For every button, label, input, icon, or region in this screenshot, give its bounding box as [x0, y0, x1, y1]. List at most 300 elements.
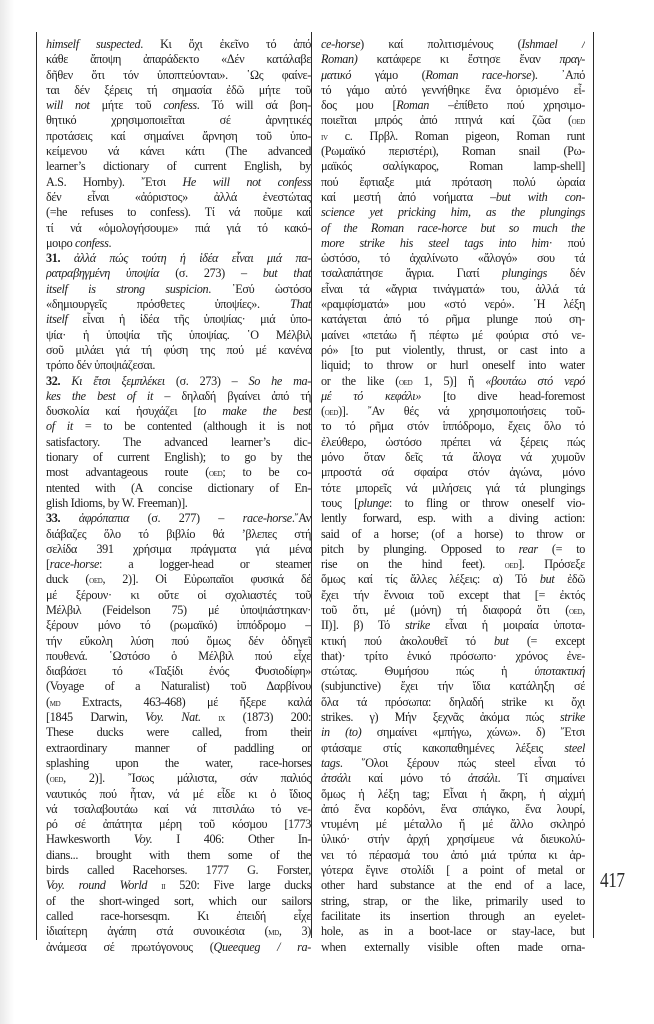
text-run: «βουτάω στό νερό [485, 373, 585, 388]
text-run: ποιεῖται μπρός ἀπό πτηνά καί ζῶα ( [321, 113, 572, 128]
text-run: Extracts, 463-468) μέ ἤξερε καλά [60, 694, 311, 709]
text-run: (Voyage of a Naturalist) τοῦ Δαρβίνου [46, 679, 311, 694]
text-run: plungings [502, 266, 547, 281]
text-run: plunge [357, 495, 389, 510]
text-line [321, 603, 585, 618]
text-line [321, 450, 585, 465]
text-run: πουθενά. ῾Ωστόσο ὁ Μέλβιλ πού εἶχε [46, 648, 311, 663]
text-run: ( [46, 771, 50, 786]
text-line [46, 465, 311, 480]
text-run: of the Roman race-horce but so much the [321, 220, 585, 235]
text-line [46, 221, 311, 236]
text-line [321, 909, 585, 924]
text-line [46, 787, 311, 802]
text-line [46, 190, 311, 205]
text-line [46, 450, 311, 465]
text-line [321, 297, 585, 312]
text-line [46, 695, 311, 710]
text-line [321, 832, 585, 847]
text-run: oed [324, 407, 339, 419]
text-run: (= except [508, 633, 585, 648]
text-line [321, 205, 585, 220]
text-line [46, 618, 311, 633]
text-run: , 2)]. ῎Ισως μάλιστα, σάν παλιός [63, 771, 311, 786]
text-run: γάμο ( [351, 67, 426, 82]
text-run: ix [218, 713, 226, 725]
text-line [321, 817, 585, 832]
text-run: Voy. round World [46, 878, 148, 893]
text-line [46, 481, 311, 496]
text-run: called race-horsesqm. Κι ἐπειδή εἶχε [46, 908, 311, 923]
text-run: oed [568, 605, 583, 617]
text-run: dians... brought with them some of the [46, 847, 311, 862]
text-line [46, 894, 311, 909]
text-line [321, 404, 585, 419]
text-run: ntented with (A concise dictionary of En- [46, 480, 311, 495]
text-line [321, 481, 585, 496]
text-run: splashing upon the water, race-horses [46, 755, 311, 770]
text-run: ὅλα τά πρόσωπα: δηλαδή strike κι ὄχι [321, 694, 585, 709]
text-run: learner’s dictionary of current English, by [46, 159, 311, 174]
text-run: ὅμως ἡ λέξη tag; Εἶναι ἡ ἄκρη, ἡ αἰχμή [321, 786, 585, 801]
text-run: μήτε τοῦ [89, 98, 164, 113]
text-run: Voy. [133, 832, 153, 847]
text-run: steel [564, 740, 585, 755]
text-line [46, 527, 311, 542]
note-number: 32. [46, 373, 72, 388]
text-run: oed [571, 116, 585, 128]
text-line [46, 679, 311, 694]
text-run: . Τί σημαίνει [497, 771, 585, 786]
text-line [321, 419, 585, 434]
text-run: confess [163, 98, 197, 113]
text-run: καί μόνο τό [350, 771, 468, 786]
text-run: Κι ἔτσι ξεμπλέκει [71, 373, 165, 388]
text-line [321, 98, 585, 113]
text-run: race-horse [242, 511, 292, 526]
text-line [321, 787, 585, 802]
text-line [46, 236, 311, 251]
text-run: τήν εὔκολη λύση πού ὅμως δέν ὁδηγεῖ [46, 633, 311, 648]
text-run: . ῞Ολοι ξέρουν πώς steel εἶναι τό [339, 755, 585, 770]
text-run: κτική πού ἀκολουθεῖ τό [321, 633, 495, 648]
text-run: εἶναι ἡ ἰδέα τῆς ὑποψίας· μιά ὑπο- [67, 312, 311, 327]
text-run: , 2)]. Οἱ Εὐρωπαῖοι φυσικά δέ [102, 572, 311, 587]
text-run: [ [46, 557, 50, 572]
text-run: So he ma- [248, 373, 311, 388]
text-run: εἶναι ἡ μοιραία ὑποτα- [429, 618, 585, 633]
text-run: ce-horse [321, 37, 361, 51]
text-run: γότερα ἔγινε στολίδι [ a point of metal or [321, 863, 585, 878]
text-run: σημαίνει «μπήγω, χώνω». δ) ῎Ετσι [361, 725, 585, 740]
text-run: σοῦ μιλάει γιά τή φύση της πού μέ κανένα [46, 342, 311, 357]
text-run: Roman) [321, 52, 358, 67]
text-run: oed [208, 468, 223, 480]
text-line [321, 83, 585, 98]
text-run: Voy. Nat. [145, 710, 201, 725]
text-line [46, 909, 311, 924]
text-run: (σ. 273) – [159, 266, 263, 281]
text-run: ( [46, 694, 50, 709]
text-line [46, 83, 311, 98]
text-line [321, 649, 585, 664]
text-line [46, 649, 311, 664]
text-run: in (to) [321, 725, 362, 740]
text-run: ψία· ἡ ὑποψία τῆς ὑποψίας. ῾Ο Μέλβιλ [46, 327, 311, 342]
text-line [46, 404, 311, 419]
text-run: but [494, 633, 509, 648]
text-line [46, 159, 311, 174]
text-run: pitch by plunging. Opposed to [321, 541, 519, 556]
text-run: oed [89, 575, 103, 587]
text-line [321, 144, 585, 159]
text-run: ἀλλά πώς τούτη ἡ ἰδέα εἶναι μιά πα- [73, 251, 311, 266]
text-run: race-horse [49, 557, 100, 572]
text-run: μόνο ὅταν δεῖς τά ἄλογα νά χυμοῦν [321, 450, 585, 465]
text-line [321, 37, 585, 52]
text-line [46, 144, 311, 159]
text-run: that)· τρίτο ἑνικό πρόσωπο· χρόνος ἐνε- [321, 648, 585, 663]
text-line [321, 282, 585, 297]
text-line [321, 68, 585, 83]
text-line [321, 527, 585, 542]
text-run: ὅμως καί τίς ἄλλες λέξεις: α) Τό [321, 572, 540, 587]
text-line [321, 572, 585, 587]
text-run: ἰδιαίτερη ἀγάπη στά συνοικέσια ( [46, 924, 269, 939]
page-gutter-shadow [0, 0, 14, 1024]
text-run: confess [75, 235, 109, 250]
text-run: satisfactory. The advanced learner’s dic- [46, 434, 311, 449]
text-line [321, 266, 585, 281]
text-line [321, 159, 585, 174]
text-run: .῎Αν [291, 511, 311, 526]
text-run: He will not confess [182, 174, 311, 189]
text-run: md [268, 927, 279, 939]
text-line [321, 389, 585, 404]
text-run: φτάσαμε στίς κακοπαθημένες λέξεις [321, 740, 565, 755]
text-run: [to dive head-foremost [421, 388, 585, 403]
text-run: : a logger-head or steamer [99, 557, 311, 572]
text-run: ἀτσάλι [467, 771, 498, 786]
text-line [46, 343, 311, 358]
text-run: δῆθεν ὅτι τόν ὑποπτεύονται». ῾Ως φαίνε- [46, 67, 311, 82]
text-run: δυσκολία καί ἡσυχάζει [ [46, 404, 198, 419]
text-line [321, 894, 585, 909]
text-run: ντυμένη μέ μέταλλο ἤ μέ ἄλλο σκληρό [321, 817, 585, 832]
text-run: –ἐπίθετο πού χρησιμο- [428, 98, 585, 113]
text-run: ἐλεύθερο, ὡστόσο πρέπει νά ξέρεις πώς [321, 434, 585, 449]
text-line [321, 802, 585, 817]
text-run: iv [321, 131, 328, 143]
text-run: of it [46, 419, 73, 434]
text-line [321, 664, 585, 679]
text-run: 1, 5)] ἤ [412, 373, 486, 388]
text-line [46, 817, 311, 832]
text-run: , [582, 602, 585, 617]
note-number: 33. [46, 511, 79, 526]
text-line [321, 113, 585, 128]
text-run: That [290, 297, 311, 312]
text-run: I 406: Other In- [152, 832, 311, 847]
text-line [46, 389, 311, 404]
text-run: II)]. β) Τό [321, 618, 405, 633]
text-run: νά τσαλαβουτάω καί νά πιτσιλάω τό νε- [46, 801, 311, 816]
text-run: τό γάμο αὐτό γεννήθηκε ἕνα ὁρισμένο εἶ- [321, 82, 585, 97]
text-run: [1845 Darwin, [46, 710, 146, 725]
text-line [321, 251, 585, 266]
text-run: στώτας. Θυμήσου πώς ἡ [321, 664, 535, 679]
text-run: · πού [548, 235, 585, 250]
text-run: τρόπο δέν ὑποψιάζεσαι. [46, 358, 156, 373]
text-line [46, 848, 311, 863]
text-line [321, 710, 585, 725]
text-run: (= to [537, 541, 585, 556]
text-line [321, 236, 585, 251]
text-run: διαβάσει τό «Ταξίδι ἑνός Φυσιοδίφη» [46, 664, 311, 679]
text-run: το τό ρῆμα στόν ἱππόδρομο, ἔχεις ὅλο τό [321, 419, 585, 434]
text-run: to make the best [197, 404, 311, 419]
text-run: )]. ῎Αν θές νά χρησιμοποιήσεις τοῦ- [338, 404, 585, 419]
text-run: (σ. 273) – [164, 373, 249, 388]
text-run: (1873) 200: [225, 710, 311, 725]
text-line [321, 771, 585, 786]
text-run: ). ᾿Από [531, 67, 585, 82]
text-run: facilitate its insertion through an eyelet- [321, 908, 585, 923]
text-line [46, 37, 311, 52]
text-line [46, 924, 311, 939]
text-run: μέ ξέρουν· κι οὔτε οἱ σχολιαστές τοῦ [46, 587, 311, 602]
text-run: or the like ( [321, 373, 399, 388]
text-line [46, 129, 311, 144]
text-line [46, 725, 311, 740]
text-run: Μέλβιλ (Feidelson 75) μέ ὑποψιάστηκαν· [46, 602, 311, 617]
text-line [46, 419, 311, 434]
text-line [321, 175, 585, 190]
text-line [321, 741, 585, 756]
text-line [321, 221, 585, 236]
text-run: τους [ [321, 495, 358, 510]
text-line [46, 496, 311, 511]
text-run: itself [46, 312, 68, 327]
text-line [46, 251, 311, 266]
text-line [321, 343, 585, 358]
text-run: Hawkesworth [46, 832, 134, 847]
text-line [321, 878, 585, 893]
text-line [46, 511, 311, 526]
text-line [46, 741, 311, 756]
text-run: science yet pricking him, as the plungings [321, 205, 585, 220]
text-line [321, 756, 585, 771]
text-line [46, 603, 311, 618]
text-run: lently forward, esp. with a diving action: [321, 511, 585, 526]
text-run: (Ρωμαϊκό περιστέρι), Roman snail (Ρω- [321, 144, 585, 159]
text-run: «δημιουργεῖς πρόσθετες ὑποψίες». [46, 297, 291, 312]
text-line [321, 557, 585, 572]
text-run: ἐδῶ [554, 572, 585, 587]
text-run: kes the best of it [46, 388, 153, 403]
text-line [46, 435, 311, 450]
text-line [46, 98, 311, 113]
text-line [321, 358, 585, 373]
text-line [46, 358, 311, 373]
text-run: 520: Five large ducks [165, 878, 311, 893]
text-run: (subjunctive) ἔχει τήν ἴδια κατάληξη σέ [321, 679, 585, 694]
text-run: μαϊκός σαλίγκαρος, Roman lamp-shell] [321, 159, 585, 174]
text-line [321, 312, 585, 327]
page-number: 417 [600, 868, 625, 892]
text-run: δέν [546, 266, 585, 281]
text-run: ἔχει τήν ἔννοια τοῦ except that [= ἐκτός [321, 587, 585, 602]
text-run: ἀπό ἕνα κορδόνι, ἕνα σπάγκο, ἕνα λουρί, [321, 801, 585, 816]
text-line [46, 282, 311, 297]
text-run: «ραμφίσματά» μου «στό νερό». ῾Η λέξη [321, 297, 585, 312]
text-run: κείμενου νά κάνει κάτι (The advanced [46, 144, 311, 159]
text-run: ται δέν ξέρεις τή σημασία ἐδῶ μήτε τοῦ [46, 82, 311, 97]
text-run: : to fling or throw oneself vio- [388, 495, 585, 510]
text-run: κατάφερε κι ἔστησε ἕναν [357, 52, 560, 67]
text-run: ρό» [to put violently, thrust, or cast into a [321, 342, 585, 357]
text-line [46, 756, 311, 771]
text-run: θητικό χρησιμοποιεῖται σέ ἀρνητικές [46, 113, 311, 128]
text-line [46, 328, 311, 343]
text-run: birds called Racehorses. 1777 G. Forster, [46, 863, 311, 878]
text-run: ξέρουν μόνο τό (ρωμαϊκό) ἱππόδρομο – [46, 618, 311, 633]
text-run: ἀνάμεσα σέ πρωτόγονους ( [46, 939, 214, 954]
text-run: κάθε ἄποψη ἀπαράδεκτο «Δέν κατάλαβε [46, 52, 311, 67]
text-run: (=he refuses to confess). Τί νά ποῦμε καί [46, 205, 311, 220]
text-run: τοῦ ὅτι, μέ (μόνη) τή διαφορά ὅτι ( [321, 602, 569, 617]
text-line [321, 435, 585, 450]
text-run [201, 710, 219, 724]
text-line [46, 832, 311, 847]
text-run: δέν εἶναι «ἀόριστος» ἀλλά ἐνεστώτας [46, 189, 311, 204]
text-run: τί νά «ὁμολογήσουμε» πιά γιά τό κακό- [46, 220, 311, 235]
text-run: oed [398, 376, 413, 388]
text-run: Ishmael / [521, 37, 585, 51]
text-run: ἀτσάλι [321, 771, 351, 786]
text-run: Queequeg / ra- [213, 939, 311, 954]
text-line [321, 725, 585, 740]
text-run: ( [321, 404, 325, 419]
text-run: Roman [396, 98, 429, 113]
text-run: oed [504, 560, 519, 572]
text-run: μαίνει «πετάω ἤ πέφτω μέ φούρια στό νε- [321, 327, 585, 342]
text-line [46, 572, 311, 587]
text-line [321, 848, 585, 863]
text-run: himself suspected [46, 37, 141, 51]
text-run: προτάσεις καί σημαίνει ἄρνηση τοῦ ὑπο- [46, 128, 311, 143]
text-line [46, 374, 311, 389]
text-run: oed [49, 774, 64, 786]
text-line [46, 802, 311, 817]
text-run: πραγ- [559, 52, 585, 67]
text-line [46, 634, 311, 649]
text-run: rear [518, 541, 538, 556]
text-run: md [49, 697, 61, 709]
text-run: τσαλαπάτησε ἄγρια. Γιατί [321, 266, 503, 281]
text-run: string, strap, or the like, primarily used to [321, 893, 585, 908]
text-line [321, 496, 585, 511]
text-run: . [108, 235, 112, 250]
text-line [46, 557, 311, 572]
text-line [321, 679, 585, 694]
text-line [321, 695, 585, 710]
text-line [321, 542, 585, 557]
text-run: διάβαζες ὅλο τό βιβλίο θά ’βλεπες στή [46, 526, 311, 541]
text-run: said of a horse; (of a horse) to throw or [321, 526, 585, 541]
text-line [321, 924, 585, 939]
text-run: glish Idioms, by W. Freeman)]. [46, 495, 188, 510]
text-line [321, 863, 585, 878]
text-run: ὡστόσο, τό ἀχαλίνωτο «ἄλογό» σου τά [321, 251, 585, 266]
text-line [321, 634, 585, 649]
text-run: ) καί πολιτισμένους ( [360, 37, 522, 51]
text-line [321, 374, 585, 389]
text-run: (σ. 277) – [129, 511, 243, 526]
text-run: other hard substance at the end of a lace, [321, 878, 585, 893]
text-line [46, 542, 311, 557]
text-run: καί μεστή ἀπό νοήματα – [321, 189, 496, 204]
text-run: rise on the hind feet). [321, 557, 505, 572]
text-run: ]. Πρόσεξε [518, 557, 585, 572]
text-run: . ᾿Εσύ ὡστόσο [208, 281, 311, 296]
text-run: ἀφρόπαπια [78, 511, 130, 526]
text-run: ματικό [321, 67, 352, 82]
note-number: 31. [46, 251, 74, 266]
text-line [46, 863, 311, 878]
text-run: ναυτικός πού ἦταν, νά μέ εἶδε κι ὁ ἴδιος [46, 786, 311, 801]
text-line [46, 266, 311, 281]
text-run: but [539, 572, 555, 587]
text-run: more strike his steel tags into him [321, 235, 549, 250]
text-line [321, 190, 585, 205]
text-line [46, 68, 311, 83]
text-run: tionary of current English); to go by the [46, 450, 311, 465]
text-line [46, 297, 311, 312]
text-line [46, 878, 311, 893]
text-run: These ducks were called, from their [46, 725, 311, 740]
text-line [321, 52, 585, 67]
text-run: ρό σέ ἀπάτητα μέρη τοῦ κόσμου [1773 [46, 817, 311, 832]
text-run: μπροστά σά σφαίρα στόν ἀγώνα, μόνο [321, 465, 585, 480]
text-run: when externally visible often made orna- [321, 939, 585, 954]
text-line [46, 710, 311, 725]
right-text-column [311, 32, 594, 954]
text-run: Roman race-horse [425, 67, 532, 82]
text-line [46, 588, 311, 603]
text-run: τότε μπορεῖς νά μιλήσεις γιά τά plungings [321, 480, 585, 495]
left-text-column [36, 32, 311, 954]
text-run: duck ( [46, 572, 90, 587]
text-run: . Κι ὄχι ἐκεῖνο τό ἀπό [140, 37, 311, 51]
text-run: μοιρο [46, 235, 76, 250]
text-run: strikes. γ) Μήν ξεχνᾶς ἀκόμα πώς [321, 710, 561, 725]
text-run: A.S. Hornby). ῎Ετσι [46, 174, 183, 189]
text-run: will not [46, 98, 90, 113]
text-run: strike [404, 618, 430, 633]
text-run: ρατραβηγμένη ὑποψία [46, 266, 160, 281]
text-line [46, 205, 311, 220]
text-run: extraordinary manner of paddling or [46, 740, 311, 755]
text-run: ὑποτακτική [534, 664, 585, 679]
text-run: strike [560, 710, 585, 725]
text-run: ; to be co- [222, 465, 311, 480]
text-run: liquid; to throw or hurl oneself into water [321, 358, 585, 373]
text-line [46, 113, 311, 128]
text-run: of the short-winged sort, which our sailors [46, 893, 311, 908]
text-run: but that [262, 266, 311, 281]
text-run: κατάγεται ἀπό τό ρῆμα plunge πού ση- [321, 312, 585, 327]
